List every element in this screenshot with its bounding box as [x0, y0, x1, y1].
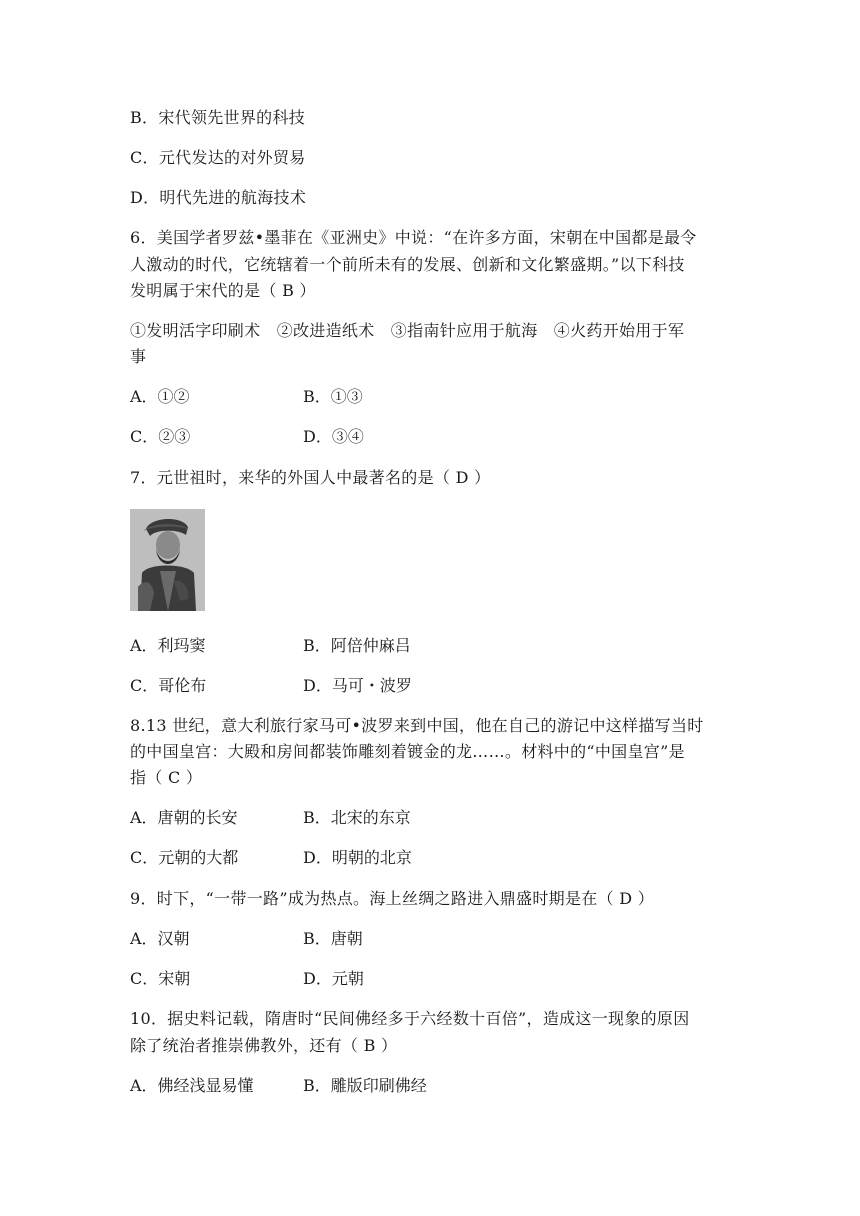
q9-stem-line-1: 9．时下，“一带一路”成为热点。海上丝绸之路进入鼎盛时期是在（ D ）: [130, 889, 655, 908]
q10-stem-line-2: 除了统治者推崇佛教外，还有（ B ）: [130, 1036, 398, 1055]
q6-option-b: B．①③: [303, 387, 363, 406]
q10-stem-line-1: 10．据史料记载，隋唐时“民间佛经多于六经数十百倍”，造成这一现象的原因: [130, 1009, 690, 1028]
q8-stem-line-1: 8.13 世纪，意大利旅行家马可•波罗来到中国，他在自己的游记中这样描写当时: [130, 716, 704, 735]
q9-option-d: D．元朝: [303, 969, 364, 988]
q8-option-c: C．元朝的大都: [130, 848, 239, 867]
q7-option-d: D．马可・波罗: [303, 676, 412, 695]
q8-stem-line-2: 的中国皇宫：大殿和房间都装饰雕刻着镀金的龙……。材料中的“中国皇宫”是: [130, 742, 685, 761]
q5-option-c: C．元代发达的对外贸易: [130, 148, 306, 167]
q5-option-d: D．明代先进的航海技术: [130, 188, 307, 207]
q7-option-a: A．利玛窦: [130, 636, 206, 655]
q6-items-line-2: 事: [130, 347, 147, 366]
q6-stem-line-2: 人激动的时代，它统辖着一个前所未有的发展、创新和文化繁盛期。”以下科技: [130, 255, 685, 274]
q8-option-a: A．唐朝的长安: [130, 808, 238, 827]
q10-option-b: B．雕版印刷佛经: [303, 1076, 427, 1095]
marco-polo-portrait-image: [130, 509, 205, 611]
q9-option-c: C．宋朝: [130, 969, 191, 988]
q8-option-b: B．北宋的东京: [303, 808, 411, 827]
q6-option-a: A．①②: [130, 387, 190, 406]
q7-option-b: B．阿倍仲麻吕: [303, 636, 411, 655]
q6-stem-line-3: 发明属于宋代的是（ B ）: [130, 281, 316, 300]
q6-items-line-1: ①发明活字印刷术 ②改进造纸术 ③指南针应用于航海 ④火药开始用于军: [130, 321, 685, 340]
q8-option-d: D．明朝的北京: [303, 848, 412, 867]
q9-option-b: B．唐朝: [303, 929, 363, 948]
q6-stem-line-1: 6．美国学者罗兹•墨菲在《亚洲史》中说：“在许多方面，宋朝在中国都是最令: [130, 228, 697, 247]
q10-option-a: A．佛经浅显易懂: [130, 1076, 254, 1095]
q6-option-c: C．②③: [130, 427, 191, 446]
q5-option-b: B．宋代领先世界的科技: [130, 108, 306, 127]
q9-option-a: A．汉朝: [130, 929, 190, 948]
q7-stem-line-1: 7．元世祖时，来华的外国人中最著名的是（ D ）: [130, 468, 491, 487]
q7-option-c: C．哥伦布: [130, 676, 207, 695]
q8-stem-line-3: 指（ C ）: [130, 768, 203, 787]
q6-option-d: D．③④: [303, 427, 364, 446]
